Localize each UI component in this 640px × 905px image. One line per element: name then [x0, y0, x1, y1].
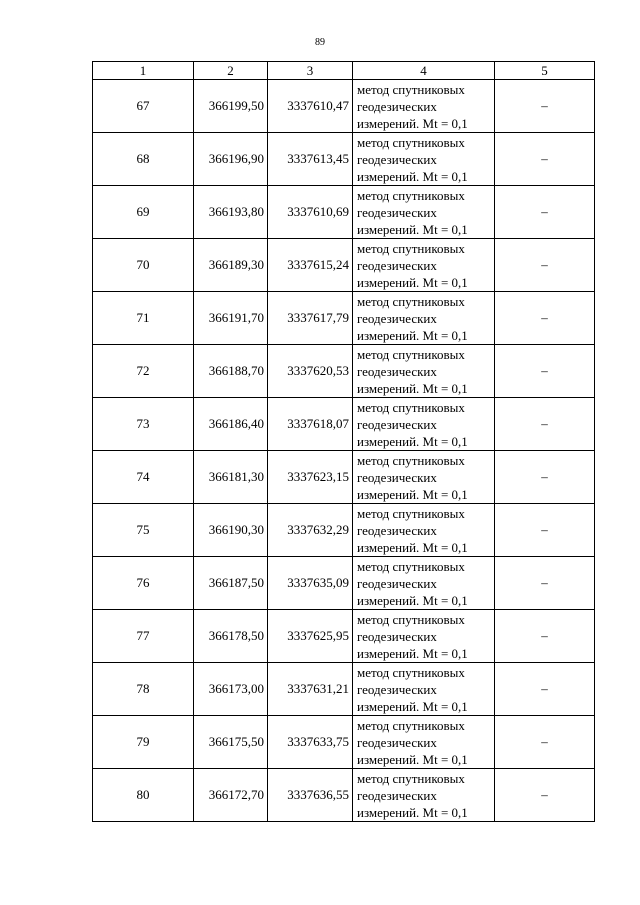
header-col-4: 4 [353, 62, 495, 80]
method-line-1: метод спутниковых [357, 399, 465, 415]
method-line-2: геодезических [357, 787, 437, 803]
point-number-cell: 67 [93, 80, 194, 133]
method-line-3: измерений. Mt = 0,1 [357, 168, 468, 184]
table-row [93, 504, 595, 557]
y-coordinate-cell: 3337623,15 [268, 451, 353, 504]
method-line-2: геодезических [357, 363, 437, 379]
method-line-2: геодезических [357, 257, 437, 273]
method-line-3: измерений. Mt = 0,1 [357, 592, 468, 608]
method-line-2: геодезических [357, 522, 437, 538]
note-cell: – [495, 345, 595, 398]
table-row [93, 133, 595, 186]
method-cell [353, 186, 495, 239]
x-coordinate-cell: 366196,90 [194, 133, 268, 186]
y-coordinate-cell: 3337610,69 [268, 186, 353, 239]
coordinates-table [92, 61, 595, 822]
method-cell [353, 716, 495, 769]
point-number-cell: 80 [93, 769, 194, 822]
x-coordinate-cell: 366193,80 [194, 186, 268, 239]
method-line-1: метод спутниковых [357, 293, 465, 309]
point-number-cell: 79 [93, 716, 194, 769]
point-number-cell: 77 [93, 610, 194, 663]
method-line-1: метод спутниковых [357, 770, 465, 786]
x-coordinate-cell: 366186,40 [194, 398, 268, 451]
y-coordinate-cell: 3337617,79 [268, 292, 353, 345]
y-coordinate-cell: 3337613,45 [268, 133, 353, 186]
note-cell: – [495, 610, 595, 663]
method-line-2: геодезических [357, 681, 437, 697]
method-line-3: измерений. Mt = 0,1 [357, 433, 468, 449]
method-line-1: метод спутниковых [357, 346, 465, 362]
method-line-2: геодезических [357, 628, 437, 644]
y-coordinate-cell: 3337618,07 [268, 398, 353, 451]
table-row [93, 451, 595, 504]
method-line-2: геодезических [357, 734, 437, 750]
point-number-cell: 74 [93, 451, 194, 504]
x-coordinate-cell: 366187,50 [194, 557, 268, 610]
point-number-cell: 76 [93, 557, 194, 610]
x-coordinate-cell: 366178,50 [194, 610, 268, 663]
method-cell [353, 663, 495, 716]
x-coordinate-cell: 366188,70 [194, 345, 268, 398]
method-line-3: измерений. Mt = 0,1 [357, 751, 468, 767]
method-line-2: геодезических [357, 575, 437, 591]
method-line-3: измерений. Mt = 0,1 [357, 380, 468, 396]
method-line-2: геодезических [357, 469, 437, 485]
note-cell: – [495, 663, 595, 716]
method-line-2: геодезических [357, 416, 437, 432]
method-line-3: измерений. Mt = 0,1 [357, 274, 468, 290]
method-cell [353, 769, 495, 822]
table-body [93, 80, 595, 822]
method-line-1: метод спутниковых [357, 664, 465, 680]
method-line-1: метод спутниковых [357, 187, 465, 203]
method-line-3: измерений. Mt = 0,1 [357, 539, 468, 555]
note-cell: – [495, 239, 595, 292]
table-row [93, 239, 595, 292]
note-cell: – [495, 398, 595, 451]
y-coordinate-cell: 3337632,29 [268, 504, 353, 557]
method-line-1: метод спутниковых [357, 240, 465, 256]
note-cell: – [495, 80, 595, 133]
header-col-2: 2 [194, 62, 268, 80]
table-header-row [93, 62, 595, 80]
x-coordinate-cell: 366191,70 [194, 292, 268, 345]
point-number-cell: 78 [93, 663, 194, 716]
method-cell [353, 133, 495, 186]
y-coordinate-cell: 3337610,47 [268, 80, 353, 133]
method-line-3: измерений. Mt = 0,1 [357, 115, 468, 131]
y-coordinate-cell: 3337620,53 [268, 345, 353, 398]
x-coordinate-cell: 366189,30 [194, 239, 268, 292]
method-line-1: метод спутниковых [357, 81, 465, 97]
x-coordinate-cell: 366175,50 [194, 716, 268, 769]
table-row [93, 610, 595, 663]
table-row [93, 345, 595, 398]
x-coordinate-cell: 366172,70 [194, 769, 268, 822]
header-col-5: 5 [495, 62, 595, 80]
table-row [93, 716, 595, 769]
method-line-3: измерений. Mt = 0,1 [357, 804, 468, 820]
method-line-1: метод спутниковых [357, 134, 465, 150]
method-line-1: метод спутниковых [357, 611, 465, 627]
y-coordinate-cell: 3337636,55 [268, 769, 353, 822]
note-cell: – [495, 133, 595, 186]
table-row [93, 80, 595, 133]
method-line-2: геодезических [357, 204, 437, 220]
note-cell: – [495, 451, 595, 504]
y-coordinate-cell: 3337635,09 [268, 557, 353, 610]
method-cell [353, 398, 495, 451]
point-number-cell: 73 [93, 398, 194, 451]
method-cell [353, 504, 495, 557]
point-number-cell: 70 [93, 239, 194, 292]
note-cell: – [495, 292, 595, 345]
method-line-3: измерений. Mt = 0,1 [357, 327, 468, 343]
note-cell: – [495, 186, 595, 239]
method-cell [353, 557, 495, 610]
method-cell [353, 80, 495, 133]
table-row [93, 292, 595, 345]
method-cell [353, 610, 495, 663]
method-line-2: геодезических [357, 151, 437, 167]
method-line-3: измерений. Mt = 0,1 [357, 486, 468, 502]
y-coordinate-cell: 3337625,95 [268, 610, 353, 663]
point-number-cell: 75 [93, 504, 194, 557]
method-line-1: метод спутниковых [357, 452, 465, 468]
header-col-1: 1 [93, 62, 194, 80]
method-line-2: геодезических [357, 310, 437, 326]
y-coordinate-cell: 3337631,21 [268, 663, 353, 716]
note-cell: – [495, 504, 595, 557]
point-number-cell: 71 [93, 292, 194, 345]
page-number: 89 [315, 37, 325, 48]
note-cell: – [495, 716, 595, 769]
table-row [93, 557, 595, 610]
x-coordinate-cell: 366190,30 [194, 504, 268, 557]
table-row [93, 663, 595, 716]
method-line-1: метод спутниковых [357, 505, 465, 521]
y-coordinate-cell: 3337615,24 [268, 239, 353, 292]
method-line-3: измерений. Mt = 0,1 [357, 698, 468, 714]
method-cell [353, 345, 495, 398]
table-row [93, 186, 595, 239]
method-cell [353, 239, 495, 292]
note-cell: – [495, 769, 595, 822]
note-cell: – [495, 557, 595, 610]
point-number-cell: 72 [93, 345, 194, 398]
header-col-3: 3 [268, 62, 353, 80]
y-coordinate-cell: 3337633,75 [268, 716, 353, 769]
table-row [93, 769, 595, 822]
table-row [93, 398, 595, 451]
point-number-cell: 69 [93, 186, 194, 239]
method-line-3: измерений. Mt = 0,1 [357, 221, 468, 237]
method-cell [353, 451, 495, 504]
point-number-cell: 68 [93, 133, 194, 186]
x-coordinate-cell: 366181,30 [194, 451, 268, 504]
x-coordinate-cell: 366199,50 [194, 80, 268, 133]
method-cell [353, 292, 495, 345]
method-line-2: геодезических [357, 98, 437, 114]
method-line-1: метод спутниковых [357, 717, 465, 733]
method-line-3: измерений. Mt = 0,1 [357, 645, 468, 661]
method-line-1: метод спутниковых [357, 558, 465, 574]
x-coordinate-cell: 366173,00 [194, 663, 268, 716]
